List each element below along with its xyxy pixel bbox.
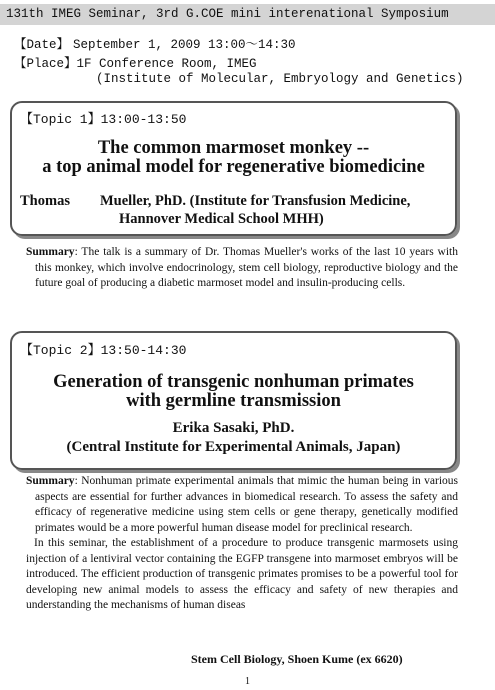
topic1-box	[10, 101, 457, 236]
topic2-box	[10, 331, 457, 470]
topic1-speaker-name: Thomas	[20, 193, 70, 209]
topic1-speaker-affiliation: Mueller, PhD. (Institute for Transfusion Medicine,	[100, 193, 411, 209]
seminar-header-title: 131th IMEG Seminar, 3rd G.COE mini interenational Symposium	[0, 4, 495, 25]
topic2-affiliation: (Central Institute for Experimental Animals, Japan)	[66, 439, 401, 455]
topic1-title-line2: a top animal model for regenerative biomedicine	[42, 157, 425, 177]
topic2-title-line2: with germline transmission	[126, 391, 341, 411]
date-line	[14, 34, 296, 52]
topic1-title-line1: The common marmoset monkey --	[97, 138, 370, 158]
topic1-summary	[26, 245, 458, 292]
topic2-summary-paragraph2: In this seminar, the establishment of a procedure to produce transgenic marmosets using injection of a lentiviral vector containing the EGFP transgene into marmoset embryos will be introduced. The efficient production of transgenic primates promises to be a powerful tool for developing new animal models to assess the efficacy and safety of new therapies and understanding the mechanisms of human diseas	[26, 537, 458, 611]
page-number: 1	[245, 676, 250, 687]
place-label: 【Place】	[14, 57, 77, 71]
topic1-tag: 【Topic 1】13:00-13:50	[20, 112, 187, 127]
date-label: 【Date】	[14, 38, 70, 52]
topic1-title	[12, 139, 455, 177]
contact-line: Stem Cell Biology, Shoen Kume (ex 6620)	[191, 652, 403, 666]
place-value: 1F Conference Room, IMEG	[76, 57, 257, 71]
topic2-title	[12, 373, 455, 411]
topic1-summary-text: : The talk is a summary of Dr. Thomas Mueller's works of the last 10 years with this monkey, which involve endocrinology, stem cell biology, reproductive biology and the future goal of producing a diabetic marmoset model and insulin-producing cells.	[35, 246, 458, 289]
topic2-summary	[26, 474, 458, 614]
place-line	[14, 53, 257, 71]
topic2-tag: 【Topic 2】13:50-14:30	[20, 343, 187, 358]
topic2-title-line1: Generation of transgenic nonhuman primates	[53, 372, 414, 392]
place-subtitle: (Institute of Molecular, Embryology and Genetics)	[96, 72, 464, 86]
topic1-summary-label: Summary	[26, 246, 75, 258]
topic2-speaker: Erika Sasaki, PhD.	[172, 420, 295, 436]
date-value: September 1, 2009 13:00～14:30	[73, 38, 296, 52]
topic1-affiliation-line2: Hannover Medical School MHH)	[119, 211, 324, 227]
topic2-summary-label: Summary	[26, 475, 75, 487]
topic2-summary-text: : Nonhuman primate experimental animals that mimic the human being in various aspects are essential for further advances in biomedical research. To assess the safety and efficacy of regenerative medicine using stem cells or gene therapy, genetically modified primates would be a more powerful human disease model for preclinical research.	[35, 475, 458, 534]
